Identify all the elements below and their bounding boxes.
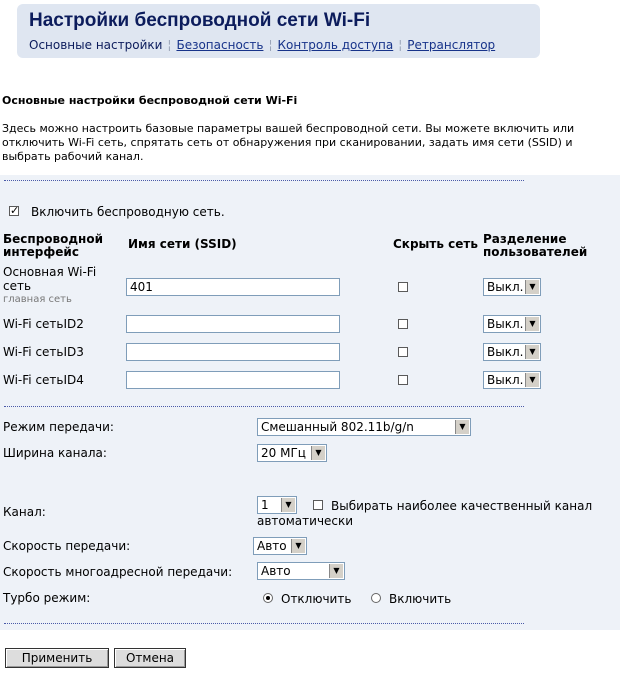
rate-select-value: Авто [257, 539, 287, 553]
nav-separator: ¦ [268, 38, 273, 52]
chevron-down-icon: ▼ [525, 280, 539, 294]
chevron-down-icon: ▼ [525, 373, 539, 387]
ssid-input[interactable] [126, 343, 340, 361]
enable-wifi-label: Включить беспроводную сеть. [31, 205, 225, 219]
chevron-down-icon: ▼ [291, 539, 305, 553]
turbo-off-radio[interactable] [263, 593, 273, 603]
channel-width-select-value: 20 МГц [261, 446, 306, 460]
page-header [17, 4, 540, 58]
turbo-off-label: Отключить [281, 592, 352, 606]
isolation-select[interactable] [483, 315, 541, 333]
turbo-on-label: Включить [389, 592, 452, 606]
column-header-ssid: Имя сети (SSID) [128, 237, 237, 251]
hide-network-checkbox[interactable] [398, 282, 408, 292]
tab-basic-settings[interactable]: Основные настройки [29, 38, 163, 52]
mode-label: Режим передачи: [3, 420, 114, 434]
chevron-down-icon: ▼ [455, 420, 469, 434]
turbo-label: Турбо режим: [3, 591, 91, 605]
divider [4, 180, 524, 181]
rate-select[interactable] [253, 537, 307, 555]
column-header-hide: Скрыть сеть [393, 237, 478, 251]
multicast-rate-label: Скорость многоадресной передачи: [3, 565, 233, 579]
interface-name: Основная Wi-Fi сеть [3, 265, 97, 293]
divider [4, 623, 524, 624]
interface-sub-label: главная сеть [3, 294, 72, 305]
chevron-down-icon: ▼ [329, 564, 343, 578]
ssid-input[interactable] [126, 371, 340, 389]
interface-name: Wi-Fi сетьID2 [3, 317, 84, 331]
multicast-rate-select[interactable] [257, 562, 345, 580]
mode-select-value: Смешанный 802.11b/g/n [261, 420, 414, 434]
hide-network-checkbox[interactable] [398, 319, 408, 329]
interface-name: Wi-Fi сетьID4 [3, 373, 84, 387]
isolation-select-value: Выкл. [487, 345, 524, 359]
ssid-input[interactable] [126, 315, 340, 333]
channel-width-label: Ширина канала: [3, 446, 107, 460]
isolation-select-value: Выкл. [487, 317, 524, 331]
multicast-rate-select-value: Авто [261, 564, 291, 578]
nav-separator: ¦ [167, 38, 172, 52]
isolation-select-value: Выкл. [487, 280, 524, 294]
chevron-down-icon: ▼ [525, 317, 539, 331]
turbo-on-radio[interactable] [371, 593, 381, 603]
cancel-button[interactable]: Отмена [114, 648, 186, 668]
channel-select-value: 1 [261, 498, 269, 512]
apply-button[interactable]: Применить [5, 648, 109, 668]
hide-network-checkbox[interactable] [398, 375, 408, 385]
tab-access-control[interactable]: Контроль доступа [277, 38, 394, 52]
section-description: Здесь можно настроить базовые параметры вашей беспроводной сети. Вы можете включить или отключить Wi-Fi сеть, спрятать сеть от обнаружения при сканировании, задать имя сети (SSID) и выбрать рабочий канал. [2, 122, 575, 163]
tab-security[interactable]: Безопасность [176, 38, 264, 52]
isolation-select[interactable] [483, 278, 541, 296]
chevron-down-icon: ▼ [311, 446, 325, 460]
tab-repeater[interactable]: Ретранслятор [407, 38, 496, 52]
nav-tabs [29, 38, 495, 52]
interface-name: Wi-Fi сетьID3 [3, 345, 84, 359]
rate-label: Скорость передачи: [3, 539, 131, 553]
chevron-down-icon: ▼ [281, 498, 295, 512]
isolation-select[interactable] [483, 371, 541, 389]
channel-width-select[interactable] [257, 444, 327, 462]
hide-network-checkbox[interactable] [398, 347, 408, 357]
isolation-select[interactable] [483, 343, 541, 361]
channel-label: Канал: [3, 505, 46, 519]
column-header-interface: Беспроводной интерфейс [3, 232, 103, 259]
auto-channel-label: Выбирать наиболее качественный канал автоматически [257, 499, 593, 528]
mode-select[interactable] [257, 418, 471, 436]
nav-separator: ¦ [398, 38, 403, 52]
page-title: Настройки беспроводной сети Wi-Fi [29, 10, 371, 31]
column-header-isolation: Разделение пользователей [483, 232, 588, 259]
enable-wifi-checkbox[interactable] [9, 206, 19, 216]
section-title: Основные настройки беспроводной сети Wi-Fi [2, 94, 298, 107]
ssid-input[interactable] [126, 278, 340, 296]
chevron-down-icon: ▼ [525, 345, 539, 359]
divider [4, 406, 524, 407]
isolation-select-value: Выкл. [487, 373, 524, 387]
